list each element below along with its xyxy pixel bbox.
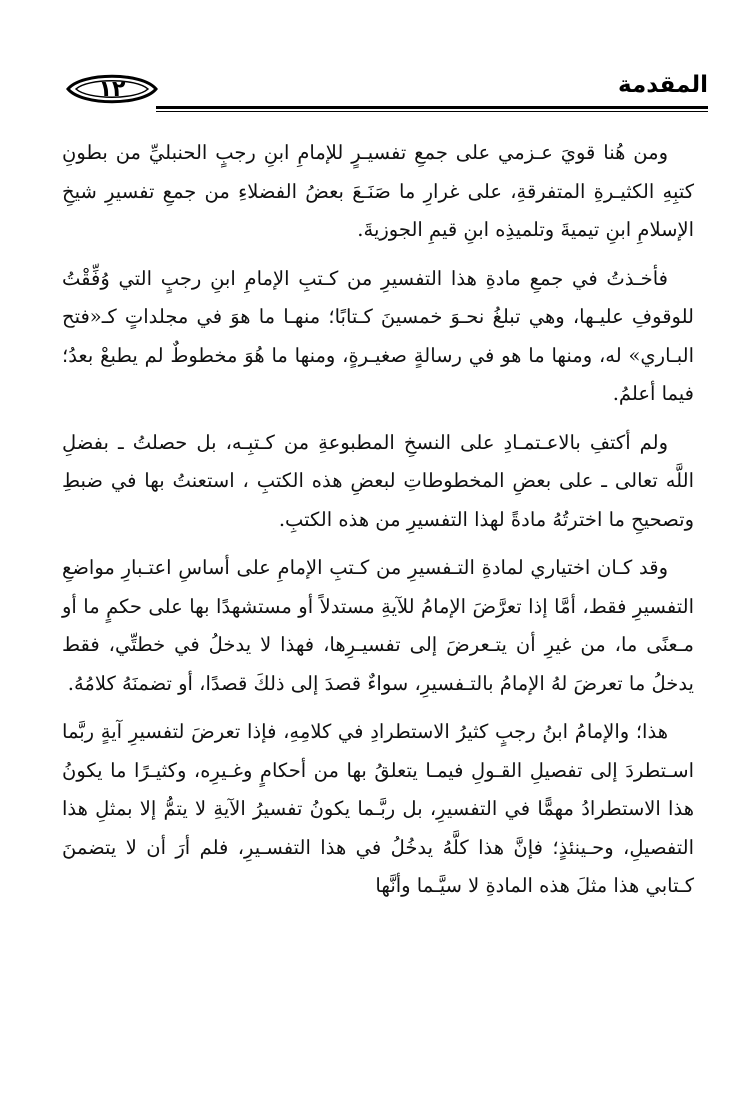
header-rule <box>156 106 708 109</box>
body-text <box>62 134 694 916</box>
paragraph: وقد كـان اختياري لمادةِ التـفسيرِ من كـتبِ الإمامِ على أساسِ اعتـبارِ مواضعِ التفسيرِ فقط، أمَّا إذا تعرَّضَ الإمامُ للآيةِ مستدلاً أو مستشهدًا بها على حكمٍ ما أو مـعنًى ما، من غيرِ أن يتـعرضَ إلى تفسيـرِها، فهذا لا يدخلُ في خطتِّي، فقط يدخلُ ما تعرضَ لهُ الإمامُ بالتـفسيرِ، سواءٌ قصدَ إلى ذلكَ قصدًا، أو تضمنَهُ كلامُهُ. <box>62 556 694 695</box>
header-rule-thin <box>156 111 708 112</box>
page-header <box>64 68 708 112</box>
paragraph: ومن هُنا قويَ عـزمي على جمعِ تفسيـرٍ للإمامِ ابنِ رجبٍ الحنبليِّ من بطونِ كتبِهِ الكثيـرةِ المتفرقةِ، على غرارِ ما صَنَـعَ بعضُ الفضلاءِ من جمعِ تفسيرِ شيخِ الإسلامِ ابنِ تيميةَ وتلميذِه ابنِ قيمِ الجوزيةَ. <box>62 141 694 241</box>
paragraph: هذا؛ والإمامُ ابنُ رجبٍ كثيرُ الاستطرادِ في كلامِهِ، فإذا تعرضَ لتفسيرِ آيةٍ ربَّما اسـتطردَ إلى تفصيلِ القـولِ فيمـا يتعلقُ بها من أحكامٍ وغـيرِه، وكثيـرًا ما يكونُ هذا الاستطرادُ مهمًّا في التفسيرِ، بل ربَّـما يكونُ تفسيرُ الآيةِ لا يتمُّ إلا بمثلِ هذا التفصيلِ، وحـينئذٍ؛ فإنَّ هذا كلَّهُ يدخُلُ في هذا التفسـيرِ، فلم أرَ أن لا يتضمنَ كـتابي هذا مثلَ هذه المادةِ لا سيَّـما وأنَّها <box>62 720 694 897</box>
paragraph: فأخـذتُ في جمعِ مادةِ هذا التفسيرِ من كـتبِ الإمامِ ابنِ رجبٍ التي وُفِّقْتُ للوقوفِ عليـها، وهي تبلغُ نحـوَ خمسينَ كـتابًا؛ منهـا ما هوَ في مجلداتٍ كـ«فتح البـاري» له، ومنها ما هو في رسالةٍ صغيـرةٍ، ومنها ما هُوَ مخطوطٌ لم يطبعْ بعدُ؛ فيما أعلمُ. <box>62 266 694 405</box>
page-number-badge <box>64 70 160 108</box>
running-title: المقدمة <box>618 72 708 98</box>
page-number: ١٢ <box>98 76 126 102</box>
paragraph: ولم أكتفِ بالاعـتمـادِ على النسخِ المطبوعةِ من كـتبِـه، بل حصلتُ ـ بفضلِ اللَّه تعالى ـ على بعضِ المخطوطاتِ لبعضِ هذه الكتبِ ، استعنتُ بها في ضبطِ وتصحيحِ ما اخترتُهُ مادةً لهذا التفسيرِ من هذه الكتبِ. <box>62 430 694 531</box>
